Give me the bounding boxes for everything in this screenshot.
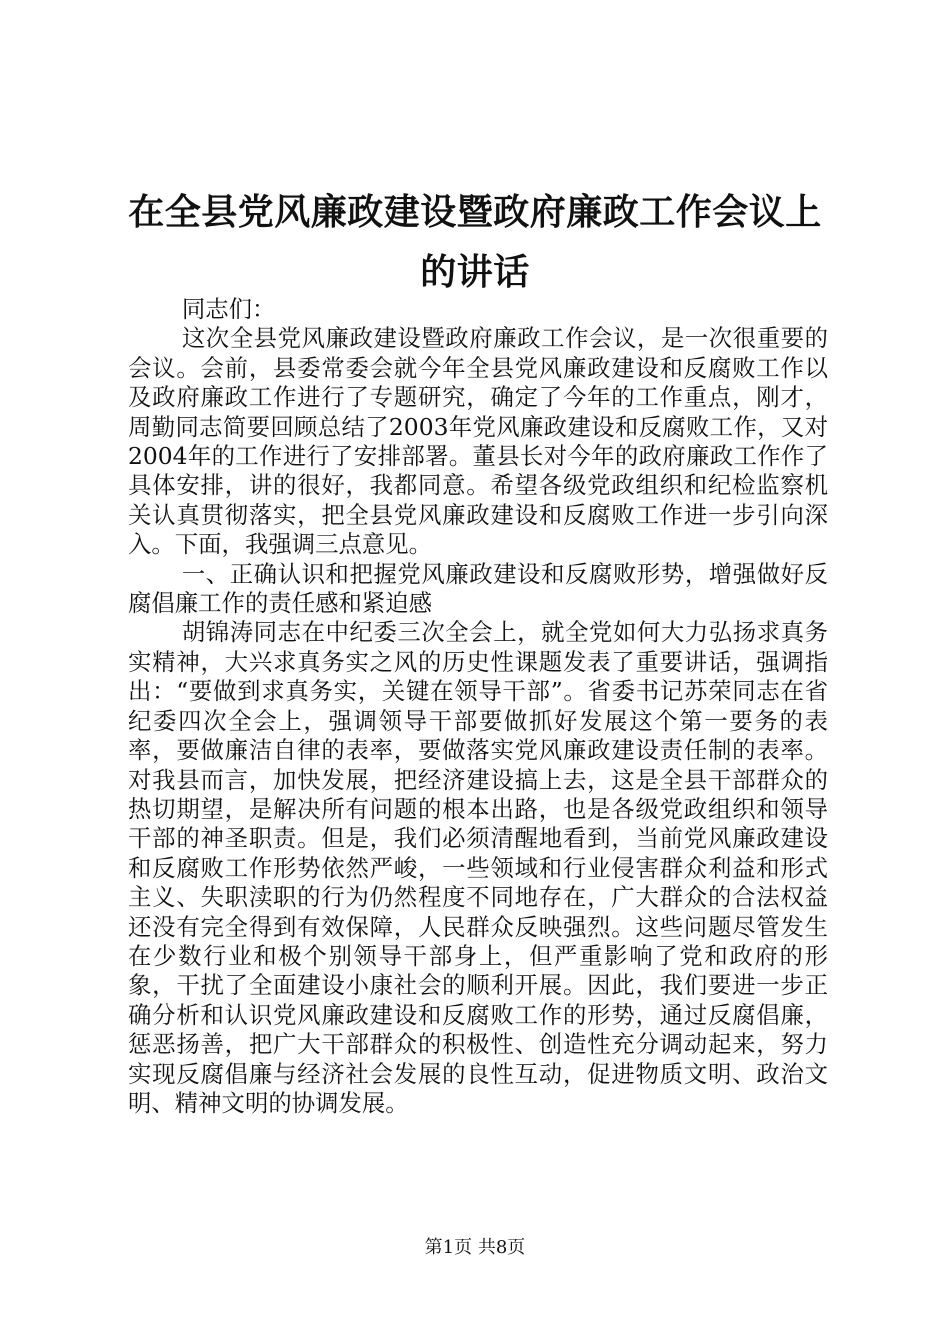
document-title: 在全县党风廉政建设暨政府廉政工作会议上的讲话 <box>128 192 822 293</box>
section-heading-1: 一、正确认识和把握党风廉政建设和反腐败形势，增强做好反腐倡廉工作的责任感和紧迫感 <box>128 559 828 618</box>
section-1-paragraph: 胡锦涛同志在中纪委三次全会上，就全党如何大力弘扬求真务实精神，大兴求真务实之风的历史性课题发表了重要讲话，强调指出：“要做到求真务实，关键在领导干部”。省委书记苏荣同志在省纪委四次全会上，强调领导干部要做抓好发展这个第一要务的表率，要做廉洁自律的表率，要做落实党风廉政建设责任制的表率。对我县而言，加快发展，把经济建设搞上去，这是全县干部群众的热切期望，是解决所有问题的根本出路，也是各级党政组织和领导干部的神圣职责。但是，我们必须清醒地看到，当前党风廉政建设和反腐败工作形势依然严峻，一些领域和行业侵害群众利益和形式主义、失职渎职的行为仍然程度不同地存在，广大群众的合法权益还没有完全得到有效保障，人民群众反映强烈。这些问题尽管发生在少数行业和极个别领导干部身上，但严重影响了党和政府的形象，干扰了全面建设小康社会的顺利开展。因此，我们要进一步正确分析和认识党风廉政建设和反腐败工作的形势，通过反腐倡廉，惩恶扬善，把广大干部群众的积极性、创造性充分调动起来，努力实现反腐倡廉与经济社会发展的良性互动，促进物质文明、政治文明、精神文明的协调发展。 <box>128 618 828 1117</box>
intro-paragraph: 这次全县党风廉政建设暨政府廉政工作会议，是一次很重要的会议。会前，县委常委会就今年全县党风廉政建设和反腐败工作以及政府廉政工作进行了专题研究，确定了今年的工作重点，刚才，周勤同志简要回顾总结了2003年党风廉政建设和反腐败工作，又对2004年的工作进行了安排部署。董县长对今年的政府廉政工作作了具体安排，讲的很好，我都同意。希望各级党政组织和纪检监察机关认真贯彻落实，把全县党风廉政建设和反腐败工作进一步引向深入。下面，我强调三点意见。 <box>128 324 828 559</box>
salutation-paragraph: 同志们： <box>181 295 276 323</box>
page-number-footer: 第1页 共8页 <box>424 1237 526 1258</box>
document-body <box>128 295 828 1118</box>
